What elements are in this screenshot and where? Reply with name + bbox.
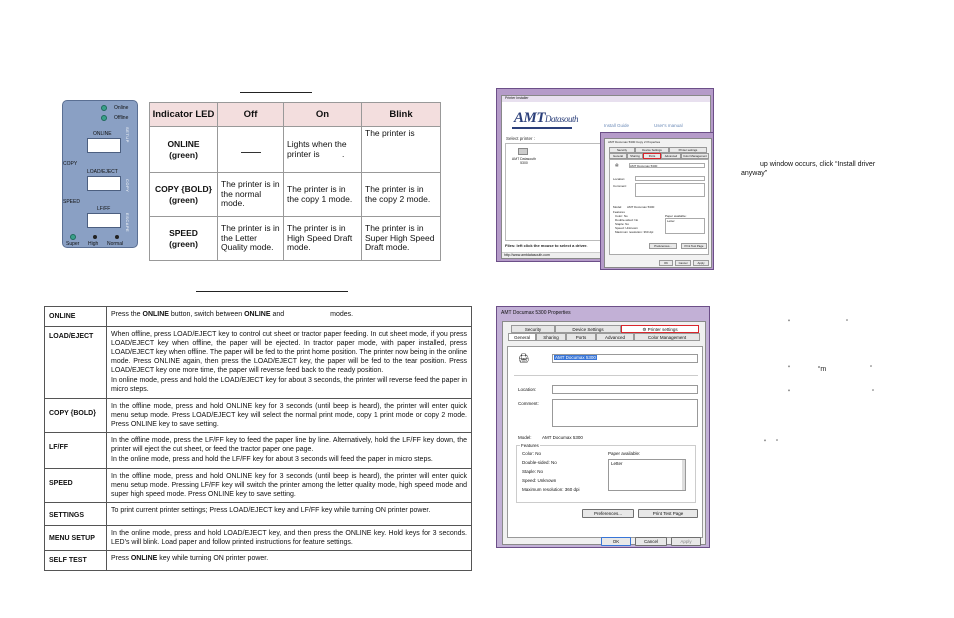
amt-datasouth-logo: [514, 110, 578, 127]
paper-available-label: Paper available:: [608, 451, 641, 456]
super-led: [70, 234, 76, 240]
model-label: Model:: [518, 435, 532, 440]
bold-segment: ONLINE: [142, 311, 169, 318]
function-key: SETTINGS: [45, 503, 107, 526]
quote-mark: ”: [846, 320, 848, 326]
description-paragraph: In online mode, press and hold the LOAD/EJECT key for about 3 seconds, the printer will reverse feed the paper in micro steps.: [111, 377, 467, 393]
mini-location-label: Location:: [613, 177, 626, 181]
divider: [514, 375, 698, 376]
mini-printer-icon: 🖨: [615, 163, 619, 167]
quote-mark: “: [788, 366, 790, 372]
mini-model-value: AMT Documax 5300: [627, 205, 655, 209]
feature-color: Color: No: [522, 451, 542, 456]
printer-name-value: AMT Documax 5300: [555, 355, 596, 360]
blink-cell: The printer is in Super High Speed Draft mode.: [362, 217, 441, 261]
printer-icon[interactable]: [518, 148, 528, 155]
function-description: To print current printer settings; Press LOAD/EJECT key and LF/FF key while turning ON printer power.: [107, 503, 472, 526]
function-description: [107, 551, 472, 571]
tab-general[interactable]: General: [508, 333, 536, 341]
apply-button[interactable]: Apply: [671, 537, 701, 546]
properties-title: AMT Documax 5300 Properties: [501, 310, 571, 316]
mini-tab-color-management[interactable]: Color Management: [681, 153, 709, 159]
high-led: [93, 235, 97, 239]
mini-apply-button[interactable]: Apply: [693, 260, 709, 266]
mini-tab-ports[interactable]: Ports: [643, 153, 661, 159]
general-tab-panel: [507, 346, 703, 538]
mini-model-label: Model:: [613, 205, 623, 209]
install-driver-instruction-end: anyway”: [741, 170, 768, 177]
text-segment: key while turning ON printer power.: [157, 555, 269, 562]
tab-advanced[interactable]: Advanced: [596, 333, 634, 341]
mini-tab-printer-settings[interactable]: Printer settings: [669, 147, 707, 153]
mini-features-label: Features: [613, 210, 625, 214]
load-eject-button-label: LOAD/EJECT: [87, 169, 118, 175]
online-led-label: Online: [114, 105, 129, 111]
mini-name-value: AMT Documax 5300: [630, 164, 658, 168]
bold-segment: ONLINE: [130, 555, 158, 562]
properties-dialog: [502, 321, 706, 545]
mini-cancel-button[interactable]: Cancel: [675, 260, 691, 266]
printer-item-label[interactable]: AMT Datasouth 5300: [511, 157, 537, 165]
mini-dialog: [604, 138, 712, 268]
blink-cell: The printer is in the copy 2 mode.: [362, 173, 441, 217]
tab-sharing[interactable]: Sharing: [536, 333, 566, 341]
mini-preferences-button[interactable]: Preferences...: [649, 243, 677, 249]
led-name-cell: [150, 127, 218, 173]
table-row: [150, 127, 441, 173]
online-button[interactable]: [87, 138, 121, 153]
function-key: LF/FF: [45, 433, 107, 469]
mini-feature-staple: Staple: No: [615, 222, 630, 226]
logo-underline: [512, 127, 572, 129]
function-key: SPEED: [45, 469, 107, 503]
paper-list-scrollbar[interactable]: [682, 460, 685, 490]
led-color: (green): [169, 149, 198, 160]
off-cell: The printer is in the normal mode.: [218, 173, 284, 217]
on-text: Lights when the printer is: [287, 139, 347, 159]
on-cell: The printer is in the copy 1 mode.: [284, 173, 362, 217]
blink-cell: The printer is: [362, 127, 441, 173]
printer-icon: 🖨: [518, 353, 530, 363]
printer-properties-screenshot: [496, 306, 710, 548]
model-value: AMT Documax 5300: [542, 435, 583, 440]
select-printer-label: Select printer :: [506, 136, 536, 141]
quote-mark: “m: [818, 366, 827, 373]
quote-mark: ”: [872, 390, 874, 396]
copy-side-label: COPY: [63, 161, 78, 167]
high-label: High: [88, 241, 99, 247]
mini-tab-general[interactable]: General: [609, 153, 627, 159]
preferences-button[interactable]: Preferences...: [582, 509, 634, 518]
led-name-cell: [150, 217, 218, 261]
function-key: SELF TEST: [45, 551, 107, 571]
printer-list: [505, 143, 607, 241]
select-driver-hint: Files: left click the mouse to select a driver.: [505, 243, 588, 248]
table-row: [45, 327, 472, 399]
mini-tab-advanced[interactable]: Advanced: [661, 153, 681, 159]
online-button-label: ONLINE: [93, 131, 112, 137]
lf-ff-button[interactable]: [87, 213, 121, 228]
mini-feature-color: Color: No: [615, 214, 628, 218]
load-eject-button[interactable]: [87, 176, 121, 191]
mini-paper-value: Letter: [667, 219, 675, 223]
quote-mark: ”: [870, 366, 872, 372]
table-row: [45, 551, 472, 571]
function-key: MENU SETUP: [45, 526, 107, 551]
table-row: [150, 173, 441, 217]
on-text-end: .: [341, 148, 345, 159]
mini-feature-resolution: Maximum resolution: 360 dpi: [615, 230, 654, 234]
normal-label: Normal: [107, 241, 124, 247]
indicator-led-table: [149, 102, 441, 261]
table-row: [45, 433, 472, 469]
mini-paper-label: Paper available:: [665, 214, 687, 218]
off-cell: [218, 127, 284, 173]
text-segment: Press the: [111, 311, 143, 318]
on-cell: [284, 127, 362, 173]
mini-comment-field[interactable]: [635, 183, 705, 197]
title-underline-top: [240, 92, 312, 93]
description-paragraph: In the offline mode, press the LF/FF key to feed the paper line by line. Alternatively, hold the LF/FF key down, the printer will eject the cut sheet, or feed the tractor paper one page.: [111, 437, 467, 453]
tab-color-management[interactable]: Color Management: [634, 333, 700, 341]
description-paragraph: When offline, press LOAD/EJECT key to control cut sheet or tractor paper feeding. In cut sheet mode, if you press LOAD/EJECT key when offline, the paper will be ejected. In tractor paper mode, with paper installed, press LOAD/EJECT key when offline. The paper will be fed to the print home position. The printer now being in the online mode. Press ONLINE again, then press the LOAD/EJECT key, the paper will be fed to the tear position. Press LOAD/EJECT key one more time, the paper will reverse feed back to the ready position.: [111, 331, 467, 374]
led-color: (green): [169, 194, 198, 205]
function-key: COPY {BOLD}: [45, 399, 107, 433]
description-paragraph: In the online mode, press and hold the LF/FF key for about 3 seconds will feed the paper in micro steps.: [111, 456, 433, 463]
status-bar: http://www.amtdatasouth.com: [502, 252, 710, 258]
gear-icon: ⚙: [642, 327, 647, 332]
bold-segment: ONLINE: [244, 311, 271, 318]
header-off: Off: [218, 103, 284, 127]
table-row: [45, 469, 472, 503]
tab-ports[interactable]: Ports: [566, 333, 596, 341]
header-indicator-led: Indicator LED: [150, 103, 218, 127]
quote-mark: “: [788, 390, 790, 396]
indicator-table-header: [150, 103, 441, 127]
cancel-button[interactable]: Cancel: [635, 537, 667, 546]
offline-led: [101, 115, 107, 121]
mini-location-field[interactable]: [635, 176, 705, 181]
header-on: On: [284, 103, 362, 127]
tab-printer-settings-label: Printer settings: [647, 327, 678, 332]
table-row: [150, 217, 441, 261]
tab-security[interactable]: Security: [511, 325, 555, 333]
setup-vertical-label: SETUP: [125, 127, 130, 143]
mini-tab-security[interactable]: Security: [609, 147, 635, 153]
offline-led-label: Offline: [114, 115, 129, 121]
quote-mark: “: [788, 320, 790, 326]
feature-staple: Staple: No: [522, 469, 544, 474]
mini-ok-button[interactable]: OK: [659, 260, 673, 266]
speed-side-label: SPEED: [63, 199, 80, 205]
function-description: [107, 433, 472, 469]
mini-comment-label: Comment:: [613, 184, 627, 188]
led-name: ONLINE: [167, 138, 200, 149]
mini-tab-panel: [609, 159, 709, 255]
install-driver-instruction: up window occurs, click “Install driver: [760, 161, 876, 168]
text-segment: Press: [111, 555, 131, 562]
mini-feature-double: Double-sided: No: [615, 218, 639, 222]
mini-tab-device-settings[interactable]: Device Settings: [635, 147, 669, 153]
location-label: Location:: [518, 387, 537, 392]
tab-device-settings[interactable]: Device Settings: [555, 325, 621, 333]
blank-line: [241, 152, 261, 153]
feature-resolution: Maximum resolution: 360 dpi: [522, 487, 580, 492]
led-name: SPEED: [169, 227, 198, 238]
printer-control-panel: [62, 100, 138, 248]
function-description: [107, 327, 472, 399]
comment-field[interactable]: [552, 399, 698, 427]
table-row: [45, 503, 472, 526]
text-segment: button, switch between: [168, 311, 245, 318]
online-led: [101, 105, 107, 111]
function-description: In the offline mode, press and hold ONLINE key for 3 seconds (until beep is heard), the printer will enter quick menu setup mode. Pressing LF/FF key will switch the printer among the letter quality mode, high speed mode and super high speed mode. Press ONLINE key to save setting.: [107, 469, 472, 503]
header-blink: Blink: [362, 103, 441, 127]
properties-mini-screenshot: [600, 132, 714, 270]
function-key: ONLINE: [45, 307, 107, 327]
super-label: Super: [66, 241, 80, 247]
installer-title-bar: Printer Installer: [502, 96, 710, 102]
users-manual-link[interactable]: User's manual: [654, 123, 683, 128]
logo-datasouth: Datasouth: [545, 114, 579, 124]
lf-ff-button-label: LF/FF: [97, 206, 111, 212]
feature-double-sided: Double-sided: No: [522, 460, 557, 465]
led-color: (green): [169, 238, 198, 249]
text-segment: modes.: [330, 311, 354, 318]
mini-feature-speed: Speed: Unknown: [615, 226, 638, 230]
mini-print-test-button[interactable]: Print Test Page: [681, 243, 707, 249]
quote-mark: “: [764, 440, 766, 446]
off-cell: The printer is in the Letter Quality mode.: [218, 217, 284, 261]
ok-button[interactable]: OK: [601, 537, 631, 546]
text-segment: and: [270, 311, 287, 318]
table-row: [45, 399, 472, 433]
print-test-page-button[interactable]: Print Test Page: [638, 509, 698, 518]
function-description: In the online mode, press and hold LOAD/EJECT key, and then press the ONLINE key. Hold keys for 3 seconds. LED's will blink. Load paper and follow printed instructions for feature settings.: [107, 526, 472, 551]
logo-amt: AMT: [514, 110, 546, 126]
table-row: [45, 526, 472, 551]
mini-title: AMT Documax 5300 Copy 2 Properties: [608, 140, 661, 144]
copy-vertical-label: COPY: [125, 179, 130, 193]
function-description: [107, 307, 472, 327]
function-description: In the offline mode, press and hold ONLINE key for 3 seconds (until beep is heard), the printer will enter quick menu setup mode. Press LOAD/EJECT key will select the normal print mode, copy 1 print mode or copy 2 mode. Press ONLINE key to save setting.: [107, 399, 472, 433]
on-cell: The printer is in High Speed Draft mode.: [284, 217, 362, 261]
comment-label: Comment:: [518, 401, 539, 406]
led-name-cell: [150, 173, 218, 217]
function-key: LOAD/EJECT: [45, 327, 107, 399]
quote-mark: ”: [776, 440, 778, 446]
feature-speed: Speed: Unknown: [522, 478, 557, 483]
title-underline-functions: [196, 291, 348, 292]
normal-led: [115, 235, 119, 239]
led-name: COPY {BOLD}: [155, 183, 212, 194]
features-label: Features: [521, 443, 539, 448]
escape-vertical-label: ESCAPE: [125, 213, 130, 233]
location-field[interactable]: [552, 385, 698, 394]
mini-tab-sharing[interactable]: Sharing: [627, 153, 643, 159]
paper-value: Letter: [611, 461, 623, 466]
install-guide-link[interactable]: Install Guide: [604, 123, 630, 128]
button-functions-table: [44, 306, 472, 571]
table-row: [45, 307, 472, 327]
tab-printer-settings[interactable]: [621, 325, 699, 333]
